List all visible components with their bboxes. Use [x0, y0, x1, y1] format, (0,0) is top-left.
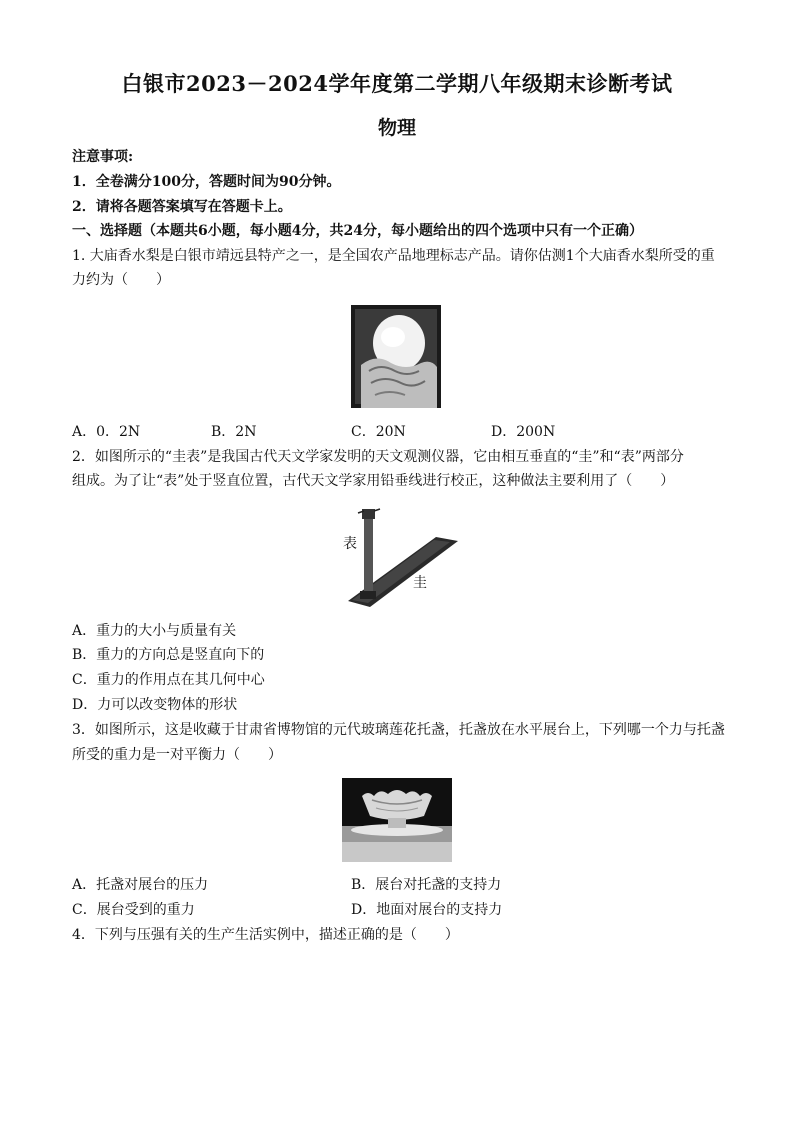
option-d: D．200N: [491, 424, 556, 440]
question-1-line: 1. 大庙香水梨是白银市靖远县特产之一，是全国农产品地理标志产品。请你估测1个大庙香水梨所受的重: [72, 248, 715, 264]
option-d: D．地面对展台的支持力: [351, 902, 503, 918]
pear-in-hand-image: [351, 305, 441, 408]
option-b: B．展台对托盏的支持力: [351, 877, 502, 893]
subject-title: 物理: [377, 117, 416, 139]
option-b: B．重力的方向总是竖直向下的: [72, 647, 265, 663]
option-c: C．20N: [351, 424, 406, 440]
question-3-line: 3．如图所示，这是收藏于甘肃省博物馆的元代玻璃莲花托盏，托盏放在水平展台上，下列哪一个力与托盏: [72, 722, 725, 738]
question-3-line: 所受的重力是一对平衡力（ ）: [72, 747, 282, 763]
option-b: B．2N: [211, 424, 257, 440]
notice-heading: 注意事项:: [72, 149, 134, 165]
figure-label-gui: 圭: [413, 575, 427, 591]
figure-label-biao: 表: [343, 536, 357, 552]
section-heading: 一、选择题（本题共6小题，每小题4分，共24分，每小题给出的四个选项中只有一个正确）: [72, 223, 643, 239]
lotus-glass-cup-image: [342, 778, 452, 862]
guibiao-instrument-image: [340, 503, 460, 613]
option-c: C．重力的作用点在其几何中心: [72, 672, 265, 688]
notice-item: 2．请将各题答案填写在答题卡上。: [72, 199, 292, 215]
option-a: A．0．2N: [72, 424, 141, 440]
question-2-line: 2．如图所示的“圭表”是我国古代天文学家发明的天文观测仪器，它由相互垂直的“圭”和“表”两部分: [72, 449, 684, 465]
option-a: A．托盏对展台的压力: [72, 877, 209, 893]
question-1-line: 力约为（ ）: [72, 272, 170, 288]
question-2-line: 组成。为了让“表”处于竖直位置，古代天文学家用铅垂线进行校正，这种做法主要利用了（ ）: [72, 473, 675, 489]
option-c: C．展台受到的重力: [72, 902, 195, 918]
option-a: A．重力的大小与质量有关: [72, 623, 237, 639]
exam-title: 白银市2023－2024学年度第二学期八年级期末诊断考试: [121, 71, 673, 96]
question-4-line: 4．下列与压强有关的生产生活实例中，描述正确的是（ ）: [72, 927, 459, 943]
notice-item: 1．全卷满分100分，答题时间为90分钟。: [72, 174, 341, 190]
option-d: D．力可以改变物体的形状: [72, 697, 238, 713]
